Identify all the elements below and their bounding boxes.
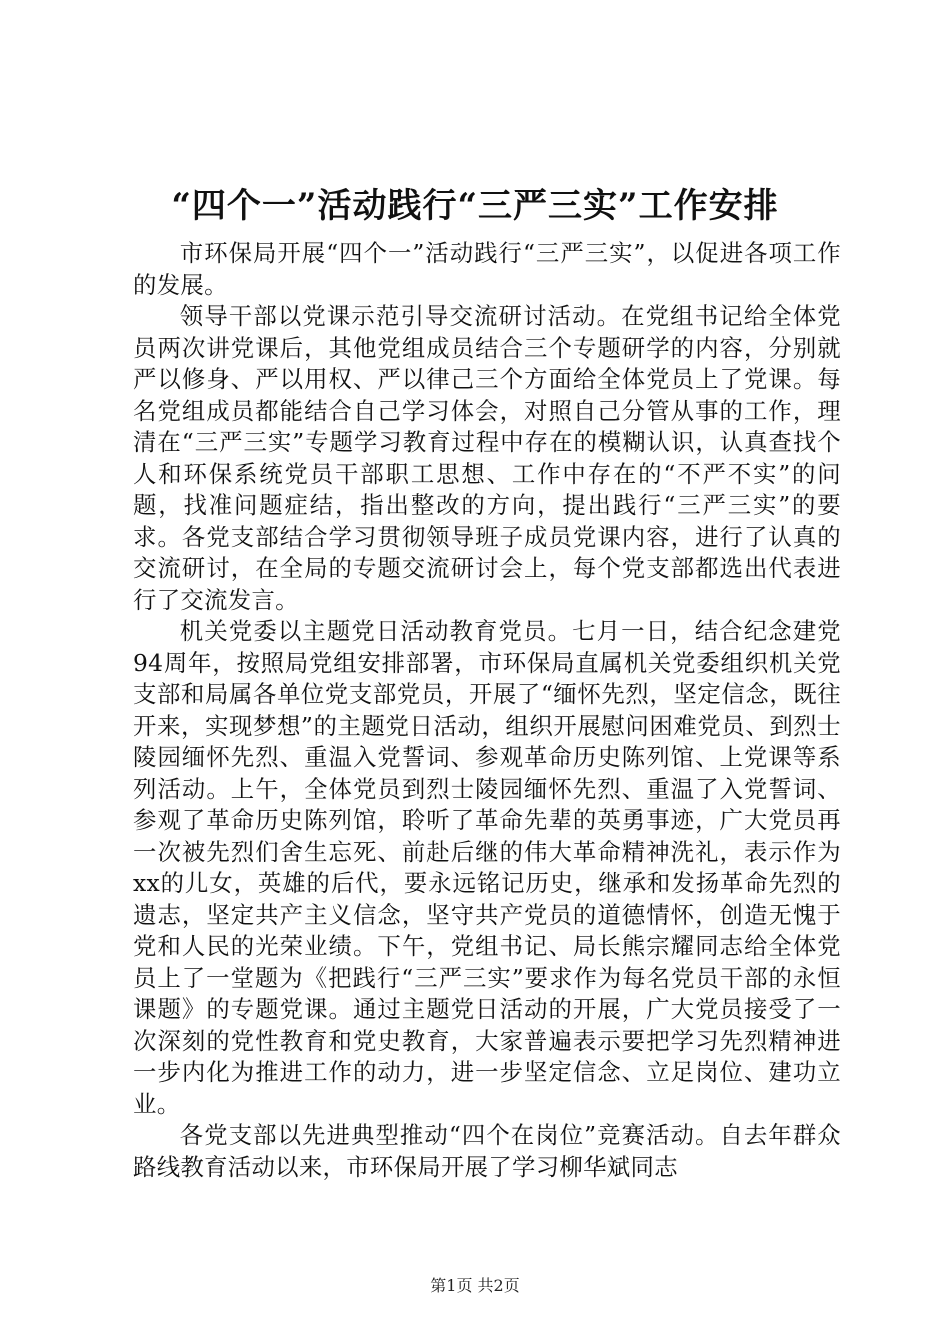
document-body <box>133 238 841 1183</box>
document-title: “四个一”活动践行“三严三实”工作安排 <box>171 186 779 226</box>
paragraph-branch-competition: 各党支部以先进典型推动“四个在岗位”竞赛活动。自去年群众路线教育活动以来，市环保局开展了学习柳华斌同志 <box>133 1121 841 1181</box>
page-indicator: 第1页 共2页 <box>430 1276 520 1295</box>
paragraph-leadership-lectures: 领导干部以党课示范引导交流研讨活动。在党组书记给全体党员两次讲党课后，其他党组成员结合三个专题研学的内容，分别就严以修身、严以用权、严以律己三个方面给全体党员上了党课。每名党组成员都能结合自己学习体会，对照自己分管从事的工作，理清在“三严三实”专题学习教育过程中存在的模糊认识，认真查找个人和环保系统党员干部职工思想、工作中存在的“不严不实”的问题，找准问题症结，指出整改的方向，提出践行“三严三实”的要求。各党支部结合学习贯彻领导班子成员党课内容，进行了认真的交流研讨，在全局的专题交流研讨会上，每个党支部都选出代表进行了交流发言。 <box>133 302 841 614</box>
paragraph-intro: 市环保局开展“四个一”活动践行“三严三实”，以促进各项工作的发展。 <box>133 239 841 299</box>
paragraph-party-day: 机关党委以主题党日活动教育党员。七月一日，结合纪念建党94周年，按照局党组安排部署，市环保局直属机关党委组织机关党支部和局属各单位党支部党员，开展了“缅怀先烈，坚定信念，既往开来，实现梦想”的主题党日活动，组织开展慰问困难党员、到烈士陵园缅怀先烈、重温入党誓词、参观革命历史陈列馆、上党课等系列活动。上午，全体党员到烈士陵园缅怀先烈、重温了入党誓词、参观了革命历史陈列馆，聆听了革命先辈的英勇事迹，广大党员再一次被先烈们舍生忘死、前赴后继的伟大革命精神洗礼，表示作为xx的儿女，英雄的后代，要永远铭记历史，继承和发扬革命先烈的遗志，坚定共产主义信念，坚守共产党员的道德情怀，创造无愧于党和人民的光荣业绩。下午，党组书记、局长熊宗耀同志给全体党员上了一堂题为《把践行“三严三实”要求作为每名党员干部的永恒课题》的专题党课。通过主题党日活动的开展，广大党员接受了一次深刻的党性教育和党史教育，大家普遍表示要把学习先烈精神进一步内化为推进工作的动力，进一步坚定信念、立足岗位、建功立业。 <box>133 617 841 1118</box>
